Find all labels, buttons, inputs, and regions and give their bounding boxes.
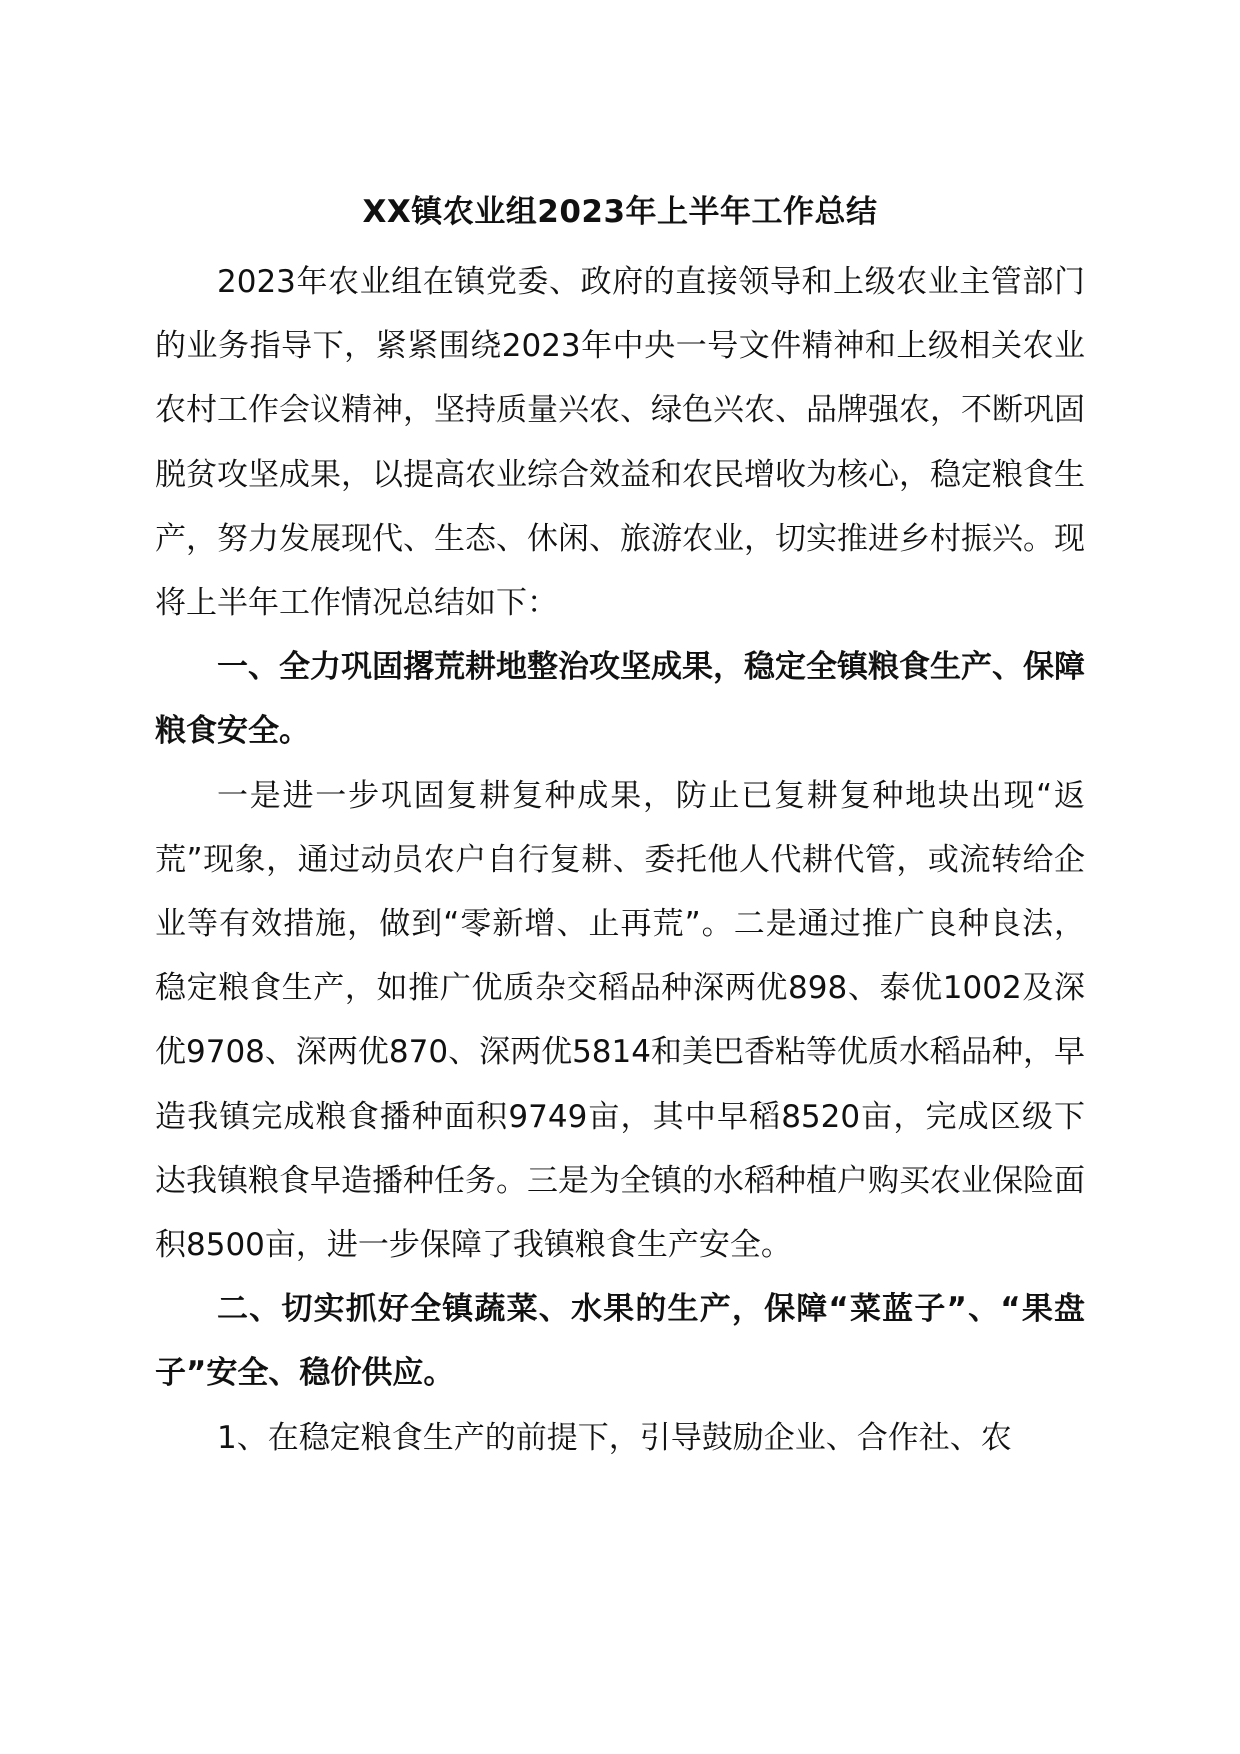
intro-paragraph: 2023年农业组在镇党委、政府的直接领导和上级农业主管部门的业务指导下，紧紧围绕2023年中央一号文件精神和上级相关农业农村工作会议精神，坚持质量兴农、绿色兴农、品牌强农，不断巩固脱贫攻坚成果，以提高农业综合效益和农民增收为核心，稳定粮食生产，努力发展现代、生态、休闲、旅游农业，切实推进乡村振兴。现将上半年工作情况总结如下： (155, 264, 1085, 622)
section-heading-1: 一、全力巩固撂荒耕地整治攻坚成果，稳定全镇粮食生产、保障粮食安全。 (155, 649, 1085, 750)
section-2-paragraph: 1、在稳定粮食生产的前提下，引导鼓励企业、合作社、农 (217, 1419, 1012, 1456)
section-heading-2: 二、切实抓好全镇蔬菜、水果的生产，保障“菜蓝子”、“果盘子”安全、稳价供应。 (155, 1291, 1085, 1392)
section-1-paragraph: 一是进一步巩固复耕复种成果，防止已复耕复种地块出现“返荒”现象，通过动员农户自行复耕、委托他人代耕代管，或流转给企业等有效措施，做到“零新增、止再荒”。二是通过推广良种良法，稳定粮食生产，如推广优质杂交稻品种深两优898、泰优1002及深优9708、深两优870、深两优5814和美巴香粘等优质水稻品种，早造我镇完成粮食播种面积9749亩，其中早稻8520亩，完成区级下达我镇粮食早造播种任务。三是为全镇的水稻种植户购买农业保险面积8500亩，进一步保障了我镇粮食生产安全。 (155, 777, 1085, 1264)
document-body (155, 250, 1085, 1470)
document-title: XX镇农业组2023年上半年工作总结 (362, 194, 878, 230)
